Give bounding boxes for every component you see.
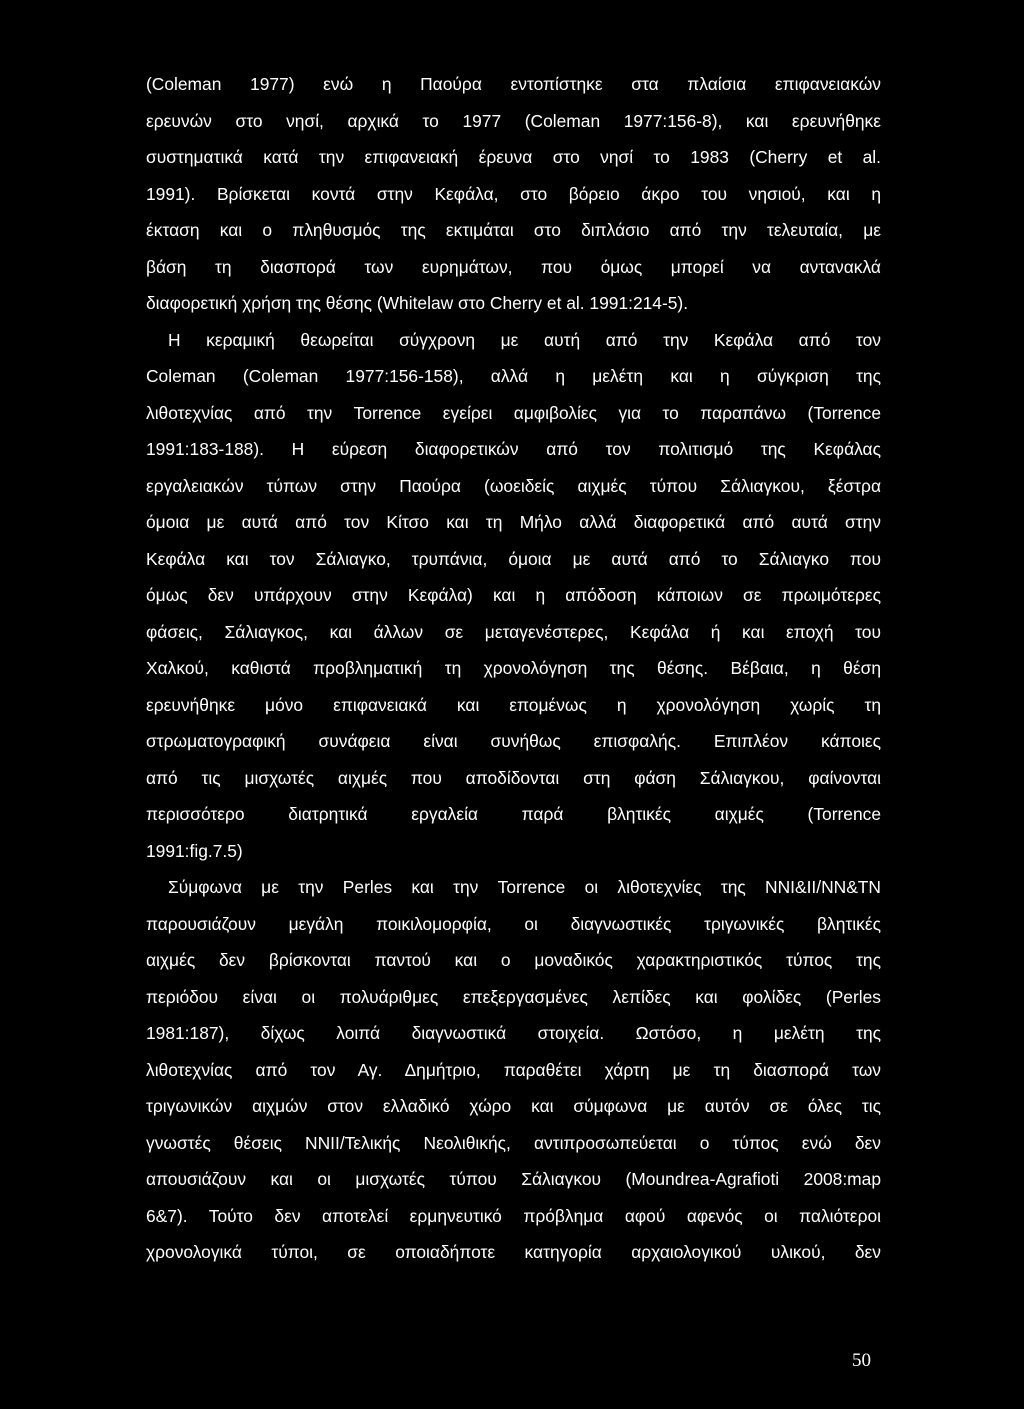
text-line: όμοια με αυτά από τον Κίτσο και τη Μήλο αλλά διαφορετικά από αυτά στην bbox=[146, 512, 881, 532]
text-line: εργαλειακών τύπων στην Παούρα (ωοειδείς αιχμές τύπου Σάλιαγκου, ξέστρα bbox=[146, 475, 881, 496]
text-line: όμως δεν υπάρχουν στην Κεφάλα) και η απόδοση κάποιων σε πρωιμότερες bbox=[146, 585, 881, 605]
text-line: 1991:183-188). Η εύρεση διαφορετικών από τον πολιτισμό της Κεφάλας bbox=[146, 439, 881, 459]
text-line: 1981:187), δίχως λοιπά διαγνωστικά στοιχεία. Ωστόσο, η μελέτη της bbox=[146, 1023, 881, 1043]
text-line: διαφορετική χρήση της θέσης (Whitelaw στο Cherry et al. 1991:214-5). bbox=[146, 293, 689, 313]
text-line: περισσότερο διατρητικά εργαλεία παρά βλητικές αιχμές (Torrence bbox=[146, 804, 881, 824]
page-number: 50 bbox=[852, 1350, 871, 1371]
text-line: Σύμφωνα με την Perles και την Torrence οι λιθοτεχνίες της NNI&II/NN&TN bbox=[168, 877, 881, 897]
text-line: συστηματικά κατά την επιφανειακή έρευνα στο νησί το 1983 (Cherry et al. bbox=[146, 147, 881, 167]
text-line: Η κεραμική θεωρείται σύγχρονη με αυτή από την Κεφάλα από τον bbox=[168, 329, 881, 350]
text-line: τριγωνικών αιχμών στον ελλαδικό χώρο και σύμφωνα με αυτόν σε όλες τις bbox=[146, 1096, 881, 1116]
text-line: γνωστές θέσεις NNII/Τελικής Νεολιθικής, αντιπροσωπεύεται ο τύπος ενώ δεν bbox=[146, 1132, 881, 1153]
text-line: Coleman (Coleman 1977:156-158), αλλά η μελέτη και η σύγκριση της bbox=[146, 366, 881, 386]
text-line: χρονολογικά τύποι, σε οποιαδήποτε κατηγορία αρχαιολογικού υλικού, δεν bbox=[146, 1242, 881, 1262]
text-line: βάση τη διασπορά των ευρημάτων, που όμως μπορεί να αντανακλά bbox=[146, 256, 881, 277]
text-line: 6&7). Τούτο δεν αποτελεί ερμηνευτικό πρόβλημα αφού αφενός οι παλιότεροι bbox=[146, 1205, 881, 1226]
text-line: λιθοτεχνίας από την Torrence εγείρει αμφιβολίες για το παραπάνω (Torrence bbox=[146, 402, 881, 423]
text-line: ερευνών στο νησί, αρχικά το 1977 (Coleman 1977:156-8), και ερευνήθηκε bbox=[146, 110, 881, 131]
text-line: 1991). Βρίσκεται κοντά στην Κεφάλα, στο βόρειο άκρο του νησιού, και η bbox=[146, 183, 881, 204]
text-line: 1991:fig.7.5) bbox=[146, 840, 243, 861]
text-line: έκταση και ο πληθυσμός της εκτιμάται στο διπλάσιο από την τελευταία, με bbox=[146, 220, 881, 240]
text-line: λιθοτεχνίας από τον Αγ. Δημήτριο, παραθέτει χάρτη με τη διασπορά των bbox=[146, 1059, 881, 1080]
text-line: παρουσιάζουν μεγάλη ποικιλομορφία, οι διαγνωστικές τριγωνικές βλητικές bbox=[146, 913, 881, 934]
body-text bbox=[146, 66, 881, 1271]
text-line: στρωματογραφική συνάφεια είναι συνήθως επισφαλής. Επιπλέον κάποιες bbox=[146, 731, 881, 751]
text-line: περιόδου είναι οι πολυάριθμες επεξεργασμένες λεπίδες και φολίδες (Perles bbox=[146, 986, 881, 1007]
text-line: φάσεις, Σάλιαγκος, και άλλων σε μεταγενέστερες, Κεφάλα ή και εποχή του bbox=[146, 621, 881, 642]
text-line: απουσιάζουν και οι μισχωτές τύπου Σάλιαγκου (Moundrea-Agrafioti 2008:map bbox=[146, 1169, 881, 1189]
text-line: Χαλκού, καθιστά προβληματική τη χρονολόγηση της θέσης. Βέβαια, η θέση bbox=[146, 658, 881, 678]
text-line: ερευνήθηκε μόνο επιφανειακά και επομένως η χρονολόγηση χωρίς τη bbox=[146, 694, 881, 715]
text-line: (Coleman 1977) ενώ η Παούρα εντοπίστηκε στα πλαίσια επιφανειακών bbox=[146, 74, 881, 94]
text-line: από τις μισχωτές αιχμές που αποδίδονται στη φάση Σάλιαγκου, φαίνονται bbox=[146, 767, 881, 788]
text-line: Κεφάλα και τον Σάλιαγκο, τρυπάνια, όμοια με αυτά από το Σάλιαγκο που bbox=[146, 548, 881, 569]
text-line: αιχμές δεν βρίσκονται παντού και ο μοναδικός χαρακτηριστικός τύπος της bbox=[146, 950, 881, 970]
